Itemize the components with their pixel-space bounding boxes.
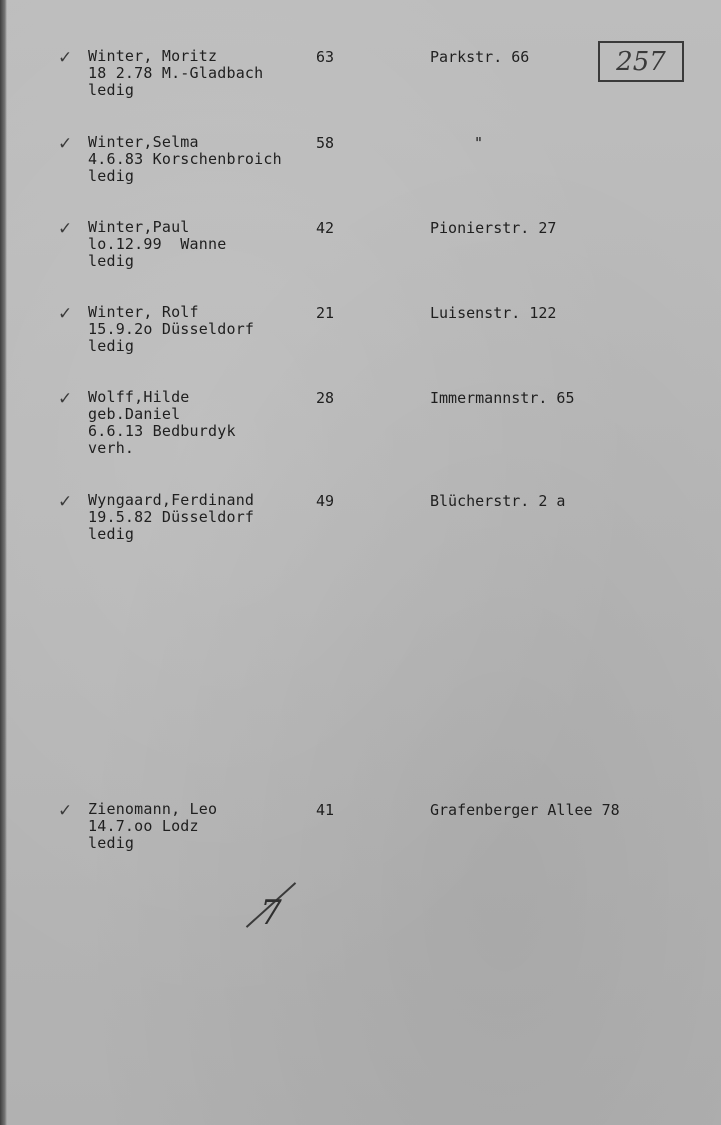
record-name: Winter,Paul xyxy=(88,218,190,236)
page-number: 257 xyxy=(616,46,666,77)
record-details xyxy=(88,492,254,543)
record-name: Winter, Moritz xyxy=(88,47,218,65)
record-entry-winter-rolf xyxy=(0,304,700,384)
record-age: 63 xyxy=(316,48,335,66)
record-birth: 18 2.78 M.-Gladbach xyxy=(88,64,264,82)
record-birth: lo.12.99 Wanne xyxy=(88,235,227,253)
record-address: Luisenstr. 122 xyxy=(430,304,557,322)
record-name: Wyngaard,Ferdinand xyxy=(88,491,255,509)
record-name: Wolff,Hilde xyxy=(88,388,190,406)
record-entry-wolff-hilde xyxy=(0,389,700,489)
record-entry-winter-selma xyxy=(0,134,700,214)
check-mark-icon: ✓ xyxy=(58,48,73,68)
record-address: Immermannstr. 65 xyxy=(430,389,575,407)
check-mark-icon: ✓ xyxy=(58,801,73,821)
handwritten-number: 7 xyxy=(260,893,282,933)
record-age: 41 xyxy=(316,801,335,819)
record-details xyxy=(88,219,226,270)
record-address: " xyxy=(474,134,484,152)
record-status: ledig xyxy=(88,834,135,852)
record-maiden-name: geb.Daniel xyxy=(88,405,181,423)
record-address: Pionierstr. 27 xyxy=(430,219,557,237)
record-birth: 19.5.82 Düsseldorf xyxy=(88,508,255,526)
record-age: 28 xyxy=(316,389,335,407)
record-age: 49 xyxy=(316,492,335,510)
record-birth: 4.6.83 Korschenbroich xyxy=(88,150,282,168)
record-details xyxy=(88,48,263,99)
record-entry-winter-paul xyxy=(0,219,700,299)
record-age: 42 xyxy=(316,219,335,237)
record-name: Winter, Rolf xyxy=(88,303,199,321)
record-age: 58 xyxy=(316,134,335,152)
check-mark-icon: ✓ xyxy=(58,134,73,154)
record-status: ledig xyxy=(88,81,135,99)
record-details xyxy=(88,304,254,355)
record-status: ledig xyxy=(88,525,135,543)
record-address: Blücherstr. 2 a xyxy=(430,492,566,510)
check-mark-icon: ✓ xyxy=(58,219,73,239)
record-details xyxy=(88,801,217,852)
record-status: ledig xyxy=(88,337,135,355)
check-mark-icon: ✓ xyxy=(58,389,73,409)
record-name: Zienomann, Leo xyxy=(88,800,218,818)
record-details xyxy=(88,389,236,457)
record-status: ledig xyxy=(88,167,135,185)
record-address: Parkstr. 66 xyxy=(430,48,530,66)
record-name: Winter,Selma xyxy=(88,133,199,151)
record-status: verh. xyxy=(88,439,135,457)
record-address: Grafenberger Allee 78 xyxy=(430,801,620,819)
check-mark-icon: ✓ xyxy=(58,304,73,324)
record-entry-winter-moritz xyxy=(0,48,700,128)
record-entry-wyngaard-ferdinand xyxy=(0,492,700,572)
record-age: 21 xyxy=(316,304,335,322)
record-status: ledig xyxy=(88,252,135,270)
record-details xyxy=(88,134,282,185)
record-birth: 6.6.13 Bedburdyk xyxy=(88,422,236,440)
check-mark-icon: ✓ xyxy=(58,492,73,512)
record-entry-zienomann-leo xyxy=(0,801,700,881)
record-birth: 14.7.oo Lodz xyxy=(88,817,199,835)
record-birth: 15.9.2o Düsseldorf xyxy=(88,320,255,338)
